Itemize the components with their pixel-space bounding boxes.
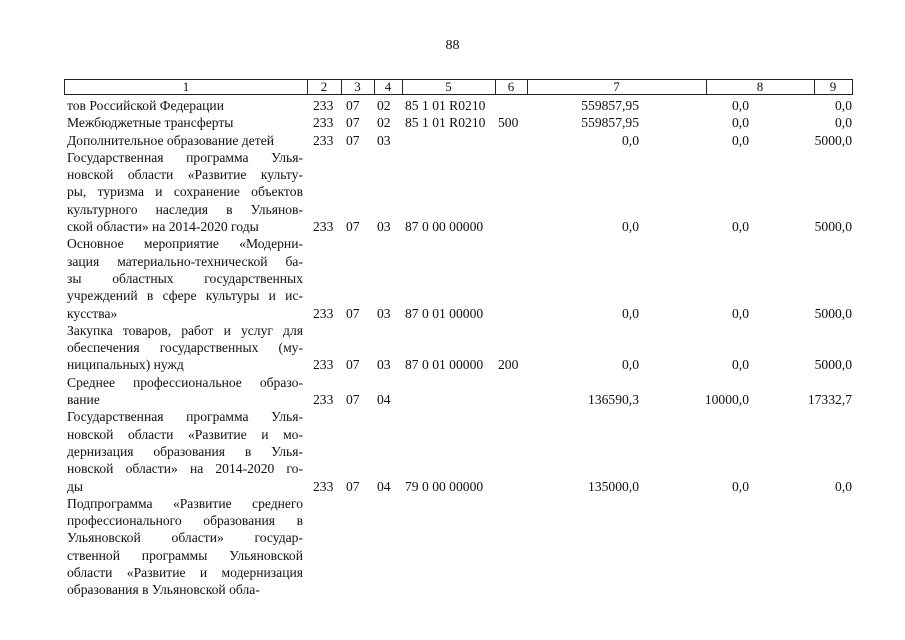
description-line: новской области» на 2014-2020 го- [67, 461, 303, 477]
cell-c3: 07 [346, 357, 360, 373]
table-row [0, 408, 905, 495]
row-description [67, 132, 303, 149]
cell-c9: 0,0 [835, 478, 852, 494]
row-description [67, 495, 303, 599]
description-line: Государственная программа Улья- [67, 149, 303, 165]
cell-c3: 07 [346, 392, 360, 408]
row-description [67, 322, 303, 374]
cell-c5: 85 1 01 R0210 [405, 98, 486, 113]
description-line: ниципальных) нужд [67, 357, 184, 373]
cell-c9: 0,0 [835, 98, 852, 113]
cell-c2: 233 [313, 357, 334, 373]
cell-c2: 233 [313, 115, 334, 131]
table-row [0, 132, 905, 149]
cell-c6: 200 [498, 357, 519, 373]
cell-c7: 559857,95 [581, 98, 639, 113]
description-line: профессионального образования в [67, 513, 303, 529]
cell-c4: 04 [377, 392, 391, 408]
table-body [0, 97, 905, 599]
description-line: Межбюджетные трансферты [67, 115, 234, 131]
cell-c5: 85 1 01 R0210 [405, 115, 486, 131]
cell-c8: 0,0 [732, 305, 749, 321]
row-description [67, 235, 303, 321]
header-col-4: 4 [384, 79, 392, 94]
description-line: новской области «Развитие культу- [67, 167, 303, 183]
cell-c4: 03 [377, 219, 391, 235]
header-col-2: 2 [320, 79, 328, 94]
description-line: учреждений в сфере культуры и ис- [67, 288, 303, 304]
header-col-6: 6 [507, 79, 515, 94]
description-line: Ульяновской области» государ- [67, 530, 303, 546]
cell-c3: 07 [346, 115, 360, 131]
table-row [0, 114, 905, 131]
cell-c8: 10000,0 [704, 392, 749, 408]
table-row [0, 97, 905, 114]
description-line: Подпрограмма «Развитие среднего [67, 495, 303, 511]
row-description [67, 114, 303, 131]
description-line: обеспечения государственных (му- [67, 340, 303, 356]
description-line: ской области» на 2014-2020 годы [67, 219, 259, 235]
description-line: зация материально-технической ба- [67, 253, 303, 269]
table-row [0, 322, 905, 374]
description-line: ственной программы Ульяновской [67, 547, 303, 563]
cell-c7: 135000,0 [588, 478, 639, 494]
row-description [67, 408, 303, 494]
page-number: 88 [445, 38, 460, 53]
cell-c2: 233 [313, 478, 334, 494]
cell-c7: 0,0 [622, 219, 639, 235]
cell-c5: 87 0 00 00000 [405, 219, 484, 235]
cell-c9: 0,0 [835, 115, 852, 131]
row-description [67, 149, 303, 235]
cell-c2: 233 [313, 98, 334, 113]
description-line: культурного наследия в Ульянов- [67, 201, 303, 217]
description-line: вание [67, 392, 100, 408]
cell-c3: 07 [346, 219, 360, 235]
table-row [0, 495, 905, 599]
cell-c4: 02 [377, 98, 391, 113]
description-line: Закупка товаров, работ и услуг для [67, 322, 303, 338]
cell-c8: 0,0 [732, 132, 749, 148]
description-line: зы областных государственных [67, 270, 303, 286]
cell-c3: 07 [346, 478, 360, 494]
description-line: новской области «Развитие и мо- [67, 426, 303, 442]
description-line: Государственная программа Улья- [67, 409, 303, 425]
description-line: области «Развитие и модернизация [67, 565, 303, 581]
cell-c3: 07 [346, 305, 360, 321]
cell-c8: 0,0 [732, 357, 749, 373]
cell-c6: 500 [498, 115, 519, 131]
cell-c4: 03 [377, 132, 391, 148]
cell-c2: 233 [313, 305, 334, 321]
description-line: Дополнительное образование детей [67, 132, 275, 148]
cell-c9: 5000,0 [814, 357, 852, 373]
header-col-7: 7 [613, 79, 620, 94]
table-row [0, 235, 905, 322]
cell-c4: 03 [377, 305, 391, 321]
cell-c2: 233 [313, 219, 334, 235]
header-col-3: 3 [354, 79, 361, 94]
description-line: Среднее профессиональное образо- [67, 374, 303, 390]
header-col-1: 1 [182, 79, 190, 94]
cell-c7: 136590,3 [588, 392, 639, 408]
cell-c4: 03 [377, 357, 391, 373]
table-row [0, 149, 905, 236]
description-line: дернизация образования в Улья- [67, 443, 303, 459]
description-line: кусства» [67, 305, 118, 321]
cell-c8: 0,0 [732, 115, 749, 131]
cell-c9: 5000,0 [814, 305, 852, 321]
row-description [67, 97, 303, 114]
cell-c9: 5000,0 [814, 132, 852, 148]
table-header [64, 79, 853, 95]
cell-c7: 0,0 [622, 357, 639, 373]
cell-c7: 0,0 [622, 132, 639, 148]
header-col-8: 8 [756, 79, 764, 94]
description-line: ды [67, 478, 84, 494]
row-description [67, 374, 303, 409]
description-line: ры, туризма и сохранение объектов [67, 184, 303, 200]
cell-c8: 0,0 [732, 98, 749, 113]
table-row [0, 374, 905, 409]
cell-c5: 79 0 00 00000 [405, 478, 484, 494]
cell-c5: 87 0 01 00000 [405, 305, 484, 321]
cell-c4: 02 [377, 115, 391, 131]
cell-c7: 0,0 [622, 305, 639, 321]
cell-c3: 07 [346, 98, 360, 113]
header-col-5: 5 [445, 79, 452, 94]
cell-c9: 5000,0 [814, 219, 852, 235]
description-line: образования в Ульяновской обла- [67, 582, 260, 598]
cell-c5: 87 0 01 00000 [405, 357, 484, 373]
cell-c3: 07 [346, 132, 360, 148]
cell-c2: 233 [313, 392, 334, 408]
cell-c8: 0,0 [732, 478, 749, 494]
description-line: Основное мероприятие «Модерни- [67, 236, 303, 252]
cell-c7: 559857,95 [581, 115, 639, 131]
header-col-9: 9 [829, 79, 837, 94]
cell-c4: 04 [377, 478, 391, 494]
cell-c8: 0,0 [732, 219, 749, 235]
cell-c9: 17332,7 [807, 392, 852, 408]
description-line: тов Российской Федерации [67, 98, 224, 113]
cell-c2: 233 [313, 132, 334, 148]
